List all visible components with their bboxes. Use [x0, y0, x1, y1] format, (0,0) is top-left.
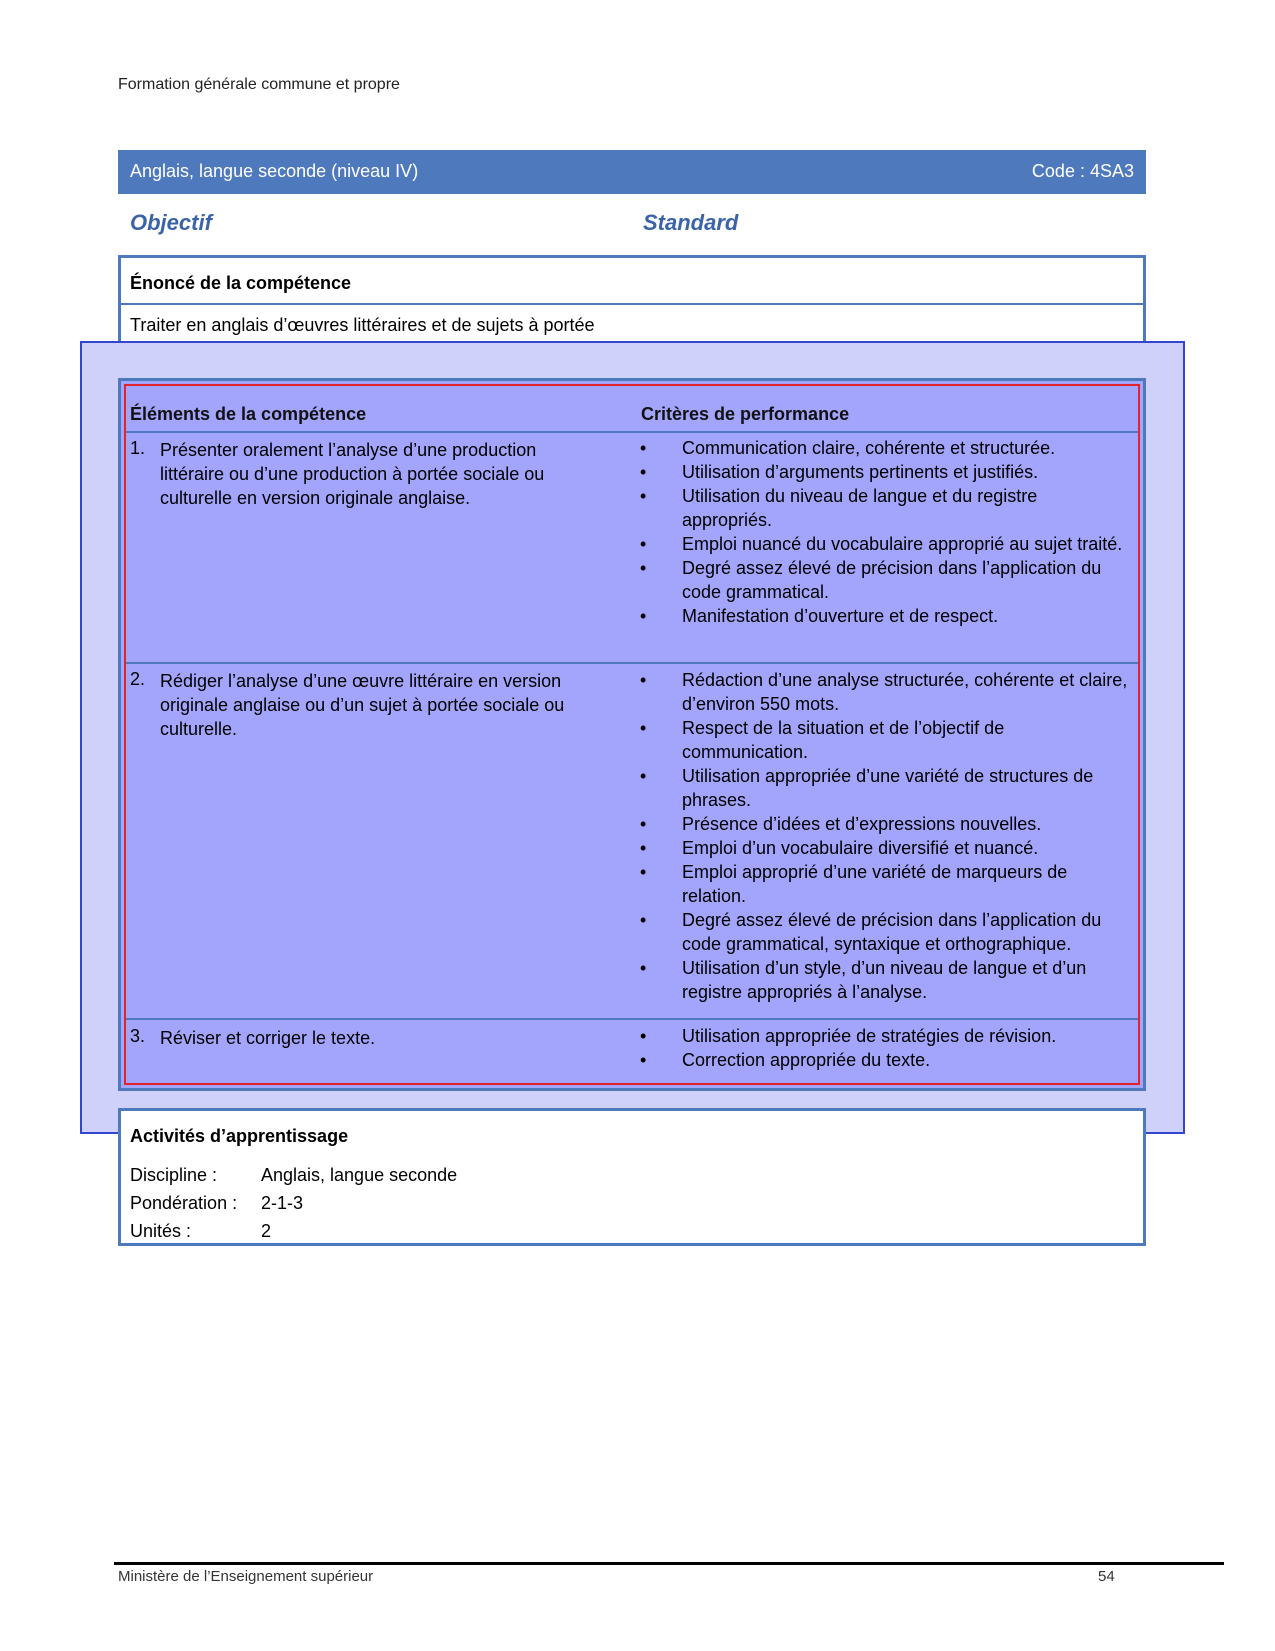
- table-header-divider: [126, 431, 1138, 433]
- enonce-title: Énoncé de la compétence: [130, 273, 352, 293]
- criterion-item: [638, 668, 1130, 716]
- criterion-item: [638, 716, 1130, 764]
- criterion-text: Respect de la situation et de l’objectif de communication.: [682, 718, 1005, 762]
- footer-rule: [114, 1562, 1224, 1565]
- bullet-icon: •: [640, 1050, 647, 1070]
- bullet-icon: •: [640, 838, 647, 858]
- criterion-item: [638, 1048, 1130, 1072]
- criterion-text: Utilisation d’un style, d’un niveau de langue et d’un registre appropriés à l’analyse.: [682, 958, 1087, 1002]
- criterion-text: Utilisation du niveau de langue et du registre appropriés.: [682, 486, 1038, 530]
- criterion-text: Utilisation appropriée d’une variété de structures de phrases.: [682, 766, 1094, 810]
- criterion-item: [638, 532, 1130, 556]
- criterion-item: [638, 484, 1130, 532]
- criterion-text: Communication claire, cohérente et structurée.: [682, 438, 1056, 458]
- bullet-icon: •: [640, 910, 647, 930]
- bullet-icon: •: [640, 958, 647, 978]
- competence-table-inner: [124, 384, 1140, 1085]
- element-text: Réviser et corriger le texte.: [160, 1028, 376, 1048]
- criterion-item: [638, 764, 1130, 812]
- unites-label: Unités :: [130, 1221, 192, 1241]
- page-number: 54: [1098, 1568, 1115, 1585]
- criterion-item: [638, 460, 1130, 484]
- criterion-item: [638, 436, 1130, 460]
- row-divider: [126, 662, 1138, 664]
- element-text: Rédiger l’analyse d’une œuvre littéraire en version originale anglaise ou d’un sujet à portée sociale ou culturelle.: [160, 671, 565, 739]
- bullet-icon: •: [640, 486, 647, 506]
- bullet-icon: •: [640, 862, 647, 882]
- criterion-text: Degré assez élevé de précision dans l’application du code grammatical, syntaxique et orthographique.: [682, 910, 1102, 954]
- discipline-label: Discipline :: [130, 1165, 218, 1185]
- row-number: 1.: [130, 438, 146, 458]
- criterion-item: [638, 836, 1130, 860]
- criteria-list: [638, 1024, 1130, 1072]
- elements-header: Éléments de la compétence: [130, 404, 367, 424]
- bullet-icon: •: [640, 766, 647, 786]
- criterion-item: [638, 956, 1130, 1004]
- criterion-item: [638, 860, 1130, 908]
- standard-label: Standard: [643, 210, 739, 235]
- bullet-icon: •: [640, 1026, 647, 1046]
- unites-value: 2: [261, 1221, 272, 1241]
- criteria-header: Critères de performance: [641, 404, 850, 424]
- criterion-item: [638, 604, 1130, 628]
- competence-table: [118, 378, 1146, 1091]
- criterion-item: [638, 556, 1130, 604]
- header-note: Formation générale commune et propre: [118, 76, 400, 93]
- criterion-item: [638, 1024, 1130, 1048]
- criterion-text: Emploi nuancé du vocabulaire approprié au sujet traité.: [682, 534, 1123, 554]
- criterion-text: Degré assez élevé de précision dans l’application du code grammatical.: [682, 558, 1102, 602]
- criterion-item: [638, 812, 1130, 836]
- course-title-bar: [118, 150, 1146, 194]
- enonce-text: Traiter en anglais d’œuvres littéraires et de sujets à portée: [130, 315, 595, 335]
- objective-label: Objectif: [130, 210, 212, 235]
- criterion-text: Emploi approprié d’une variété de marqueurs de relation.: [682, 862, 1068, 906]
- criterion-text: Emploi d’un vocabulaire diversifié et nuancé.: [682, 838, 1039, 858]
- criterion-text: Utilisation d’arguments pertinents et justifiés.: [682, 462, 1039, 482]
- footer-ministry: Ministère de l’Enseignement supérieur: [118, 1568, 374, 1585]
- course-code: Code : 4SA3: [1031, 161, 1134, 181]
- criterion-text: Correction appropriée du texte.: [682, 1050, 931, 1070]
- criterion-text: Rédaction d’une analyse structurée, cohérente et claire, d’environ 550 mots.: [682, 670, 1128, 714]
- criterion-text: Présence d’idées et d’expressions nouvelles.: [682, 814, 1042, 834]
- ponderation-value: 2-1-3: [261, 1193, 304, 1213]
- bullet-icon: •: [640, 814, 647, 834]
- activities-box: [118, 1108, 1146, 1246]
- element-text: Présenter oralement l’analyse d’une production littéraire ou d’une production à portée sociale ou culturelle en version originale anglaise.: [160, 440, 545, 508]
- bullet-icon: •: [640, 558, 647, 578]
- criterion-text: Utilisation appropriée de stratégies de révision.: [682, 1026, 1057, 1046]
- criteria-list: [638, 668, 1130, 1004]
- criterion-text: Manifestation d’ouverture et de respect.: [682, 606, 999, 626]
- bullet-icon: •: [640, 438, 647, 458]
- bullet-icon: •: [640, 534, 647, 554]
- enonce-divider: [121, 303, 1143, 305]
- activities-title: Activités d’apprentissage: [130, 1126, 349, 1146]
- row-number: 2.: [130, 669, 146, 689]
- bullet-icon: •: [640, 606, 647, 626]
- bullet-icon: •: [640, 670, 647, 690]
- row-divider: [126, 1018, 1138, 1020]
- row-number: 3.: [130, 1026, 146, 1046]
- ponderation-label: Pondération :: [130, 1193, 238, 1213]
- bullet-icon: •: [640, 462, 647, 482]
- criterion-item: [638, 908, 1130, 956]
- discipline-value: Anglais, langue seconde: [261, 1165, 458, 1185]
- criteria-list: [638, 436, 1130, 628]
- course-title: Anglais, langue seconde (niveau IV): [130, 161, 419, 181]
- bullet-icon: •: [640, 718, 647, 738]
